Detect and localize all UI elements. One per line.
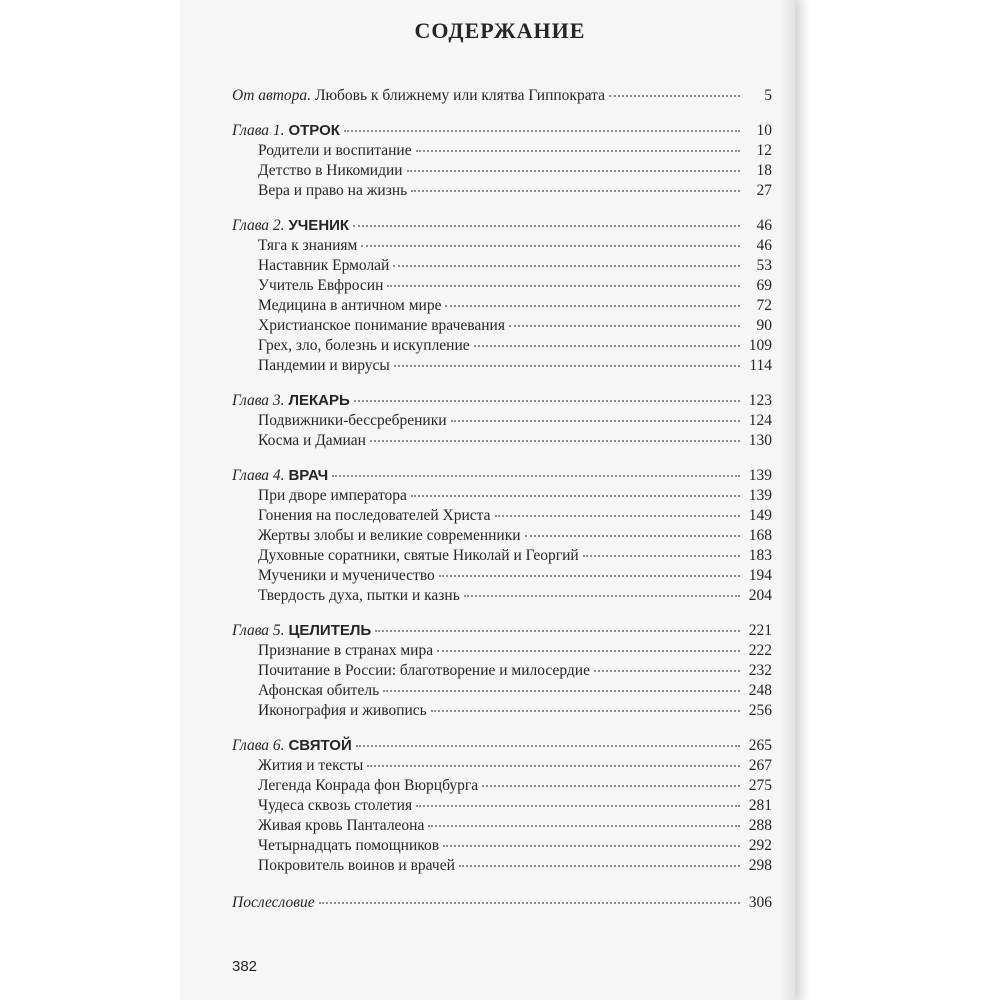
toc-section-entry bbox=[232, 296, 772, 316]
dot-leader bbox=[609, 95, 740, 97]
dot-leader bbox=[428, 825, 740, 827]
chapter-heading: СВЯТОЙ bbox=[288, 737, 352, 754]
chapter-heading: ВРАЧ bbox=[288, 467, 329, 484]
chapter-heading: УЧЕНИК bbox=[288, 217, 350, 234]
toc-section-entry bbox=[232, 181, 772, 201]
toc-section-entry bbox=[232, 756, 772, 776]
section-title: Косма и Дамиан bbox=[258, 432, 366, 449]
toc-section-entry bbox=[232, 236, 772, 256]
toc-page-number: 12 bbox=[756, 142, 772, 159]
toc-page-number: 298 bbox=[748, 857, 772, 874]
page-number: 382 bbox=[232, 958, 258, 975]
toc-section-entry bbox=[232, 411, 772, 431]
table-of-contents bbox=[232, 86, 772, 913]
dot-leader bbox=[445, 305, 740, 307]
toc-section-entry bbox=[232, 161, 772, 181]
toc-section-entry bbox=[232, 141, 772, 161]
section-title: Детство в Никомидии bbox=[258, 162, 403, 179]
dot-leader bbox=[594, 670, 740, 672]
dot-leader bbox=[431, 710, 740, 712]
page-gutter-shadow bbox=[780, 0, 810, 1000]
toc-section-entry bbox=[232, 796, 772, 816]
dot-leader bbox=[387, 285, 740, 287]
section-title: Подвижники-бессребреники bbox=[258, 412, 447, 429]
toc-entry-label bbox=[232, 893, 315, 913]
section-title: Иконография и живопись bbox=[258, 702, 427, 719]
toc-page-number: 10 bbox=[756, 122, 772, 139]
toc-section-entry bbox=[232, 546, 772, 566]
toc-section-entry bbox=[232, 856, 772, 876]
toc-section-entry bbox=[232, 701, 772, 721]
toc-entry-label bbox=[232, 121, 340, 141]
section-title: Пандемии и вирусы bbox=[258, 357, 390, 374]
toc-section-entry bbox=[232, 276, 772, 296]
chapter-prefix: Глава 5. bbox=[232, 622, 285, 639]
dot-leader bbox=[482, 785, 740, 787]
section-title: Четырнадцать помощников bbox=[258, 837, 440, 854]
chapter-heading: ЛЕКАРЬ bbox=[288, 392, 350, 409]
dot-leader bbox=[361, 245, 740, 247]
dot-leader bbox=[437, 650, 740, 652]
section-title: Легенда Конрада фон Вюрцбурга bbox=[258, 777, 479, 794]
toc-chapters bbox=[232, 106, 772, 876]
toc-page-number: 194 bbox=[748, 567, 772, 584]
toc-page-number: 149 bbox=[748, 507, 772, 524]
toc-page-number: 168 bbox=[748, 527, 772, 544]
toc-section-entry bbox=[232, 641, 772, 661]
toc-entry-label bbox=[232, 86, 605, 106]
section-title: Твердость духа, пытки и казнь bbox=[258, 587, 460, 604]
chapter-gap bbox=[232, 376, 772, 391]
dot-leader bbox=[416, 150, 740, 152]
toc-section-entry bbox=[232, 586, 772, 606]
toc-page-number: 27 bbox=[756, 182, 772, 199]
toc-page-number: 306 bbox=[748, 894, 772, 911]
dot-leader bbox=[354, 400, 740, 402]
dot-leader bbox=[356, 745, 740, 747]
dot-leader bbox=[495, 515, 740, 517]
toc-section-entry bbox=[232, 566, 772, 586]
chapter-gap bbox=[232, 721, 772, 736]
toc-chapter-entry bbox=[232, 736, 772, 756]
toc-page-number: 183 bbox=[748, 547, 772, 564]
dot-leader bbox=[370, 440, 740, 442]
toc-chapter-entry bbox=[232, 121, 772, 141]
section-title: Мученики и мученичество bbox=[258, 567, 435, 584]
chapter-prefix: Глава 2. bbox=[232, 217, 285, 234]
dot-leader bbox=[407, 170, 740, 172]
toc-page-number: 139 bbox=[748, 467, 772, 484]
toc-section-entry bbox=[232, 431, 772, 451]
dot-leader bbox=[509, 325, 740, 327]
toc-page-number: 72 bbox=[756, 297, 772, 314]
section-title: Признание в странах мира bbox=[258, 642, 434, 659]
toc-page-number: 221 bbox=[748, 622, 772, 639]
chapter-gap bbox=[232, 201, 772, 216]
toc-chapter-entry bbox=[232, 391, 772, 411]
toc-page-number: 267 bbox=[748, 757, 772, 774]
toc-page-number: 46 bbox=[756, 217, 772, 234]
toc-intro-text: Любовь к ближнему или клятва Гиппократа bbox=[311, 87, 606, 104]
toc-page-number: 123 bbox=[748, 392, 772, 409]
toc-intro-prefix: От автора. bbox=[232, 87, 312, 104]
toc-page-number: 281 bbox=[748, 797, 772, 814]
toc-chapter-entry bbox=[232, 466, 772, 486]
toc-page-number: 114 bbox=[749, 357, 772, 374]
dot-leader bbox=[474, 345, 740, 347]
toc-section-entry bbox=[232, 316, 772, 336]
dot-leader bbox=[411, 190, 740, 192]
section-title: Грех, зло, болезнь и искупление bbox=[258, 337, 470, 354]
toc-page-number: 18 bbox=[756, 162, 772, 179]
toc-section-entry bbox=[232, 256, 772, 276]
section-title: Гонения на последователей Христа bbox=[258, 507, 491, 524]
toc-entry-label bbox=[232, 736, 352, 756]
toc-page-number: 109 bbox=[748, 337, 772, 354]
toc-section-entry bbox=[232, 486, 772, 506]
dot-leader bbox=[439, 575, 740, 577]
toc-page-number: 204 bbox=[748, 587, 772, 604]
toc-entry-label bbox=[232, 466, 328, 486]
dot-leader bbox=[525, 535, 740, 537]
chapter-gap bbox=[232, 106, 772, 121]
dot-leader bbox=[319, 902, 740, 904]
toc-section-entry bbox=[232, 681, 772, 701]
dot-leader bbox=[416, 805, 740, 807]
section-title: Духовные соратники, святые Николай и Георгий bbox=[258, 547, 579, 564]
toc-section-entry bbox=[232, 836, 772, 856]
section-title: Наставник Ермолай bbox=[258, 257, 390, 274]
toc-entry-label bbox=[232, 391, 350, 411]
chapter-prefix: Глава 1. bbox=[232, 122, 285, 139]
section-title: Медицина в античном мире bbox=[258, 297, 442, 314]
chapter-prefix: Глава 3. bbox=[232, 392, 285, 409]
dot-leader bbox=[411, 495, 740, 497]
toc-page-number: 46 bbox=[756, 237, 772, 254]
toc-page-number: 248 bbox=[748, 682, 772, 699]
dot-leader bbox=[583, 555, 740, 557]
chapter-prefix: Глава 6. bbox=[232, 737, 285, 754]
section-title: Учитель Евфросин bbox=[258, 277, 384, 294]
toc-page-number: 275 bbox=[748, 777, 772, 794]
toc-page-number: 5 bbox=[764, 87, 772, 104]
toc-page-number: 222 bbox=[748, 642, 772, 659]
toc-page-number: 139 bbox=[748, 487, 772, 504]
toc-page-number: 69 bbox=[756, 277, 772, 294]
toc-intro-entry bbox=[232, 86, 772, 106]
section-title: Родители и воспитание bbox=[258, 142, 412, 159]
toc-page-number: 130 bbox=[748, 432, 772, 449]
section-title: Жития и тексты bbox=[258, 757, 364, 774]
dot-leader bbox=[394, 365, 740, 367]
toc-section-entry bbox=[232, 356, 772, 376]
toc-section-entry bbox=[232, 506, 772, 526]
chapter-gap bbox=[232, 451, 772, 466]
toc-page-number: 292 bbox=[748, 837, 772, 854]
toc-page-number: 288 bbox=[748, 817, 772, 834]
chapter-prefix: Глава 4. bbox=[232, 467, 285, 484]
dot-leader bbox=[353, 225, 740, 227]
section-title: Афонская обитель bbox=[258, 682, 380, 699]
toc-page-number: 90 bbox=[756, 317, 772, 334]
section-title: При дворе императора bbox=[258, 487, 407, 504]
toc-page-number: 53 bbox=[756, 257, 772, 274]
section-title: Жертвы злобы и великие современники bbox=[258, 527, 521, 544]
dot-leader bbox=[367, 765, 740, 767]
toc-page-number: 256 bbox=[748, 702, 772, 719]
dot-leader bbox=[383, 690, 740, 692]
section-title: Живая кровь Панталеона bbox=[258, 817, 425, 834]
section-title: Чудеса сквозь столетия bbox=[258, 797, 413, 814]
dot-leader bbox=[332, 475, 740, 477]
toc-entry-label bbox=[232, 216, 349, 236]
toc-afterword-entry bbox=[232, 893, 772, 913]
dot-leader bbox=[451, 420, 740, 422]
section-title: Христианское понимание врачевания bbox=[258, 317, 505, 334]
toc-section-entry bbox=[232, 526, 772, 546]
toc-section-entry bbox=[232, 776, 772, 796]
toc-section-entry bbox=[232, 661, 772, 681]
chapter-heading: ОТРОК bbox=[288, 122, 340, 139]
dot-leader bbox=[459, 865, 740, 867]
toc-chapter-entry bbox=[232, 621, 772, 641]
toc-page-number: 232 bbox=[748, 662, 772, 679]
dot-leader bbox=[464, 595, 740, 597]
toc-page-number: 265 bbox=[748, 737, 772, 754]
toc-entry-label bbox=[232, 621, 371, 641]
section-title: Почитание в России: благотворение и милосердие bbox=[258, 662, 590, 679]
section-title: Покровитель воинов и врачей bbox=[258, 857, 455, 874]
toc-chapter-entry bbox=[232, 216, 772, 236]
dot-leader bbox=[375, 630, 740, 632]
toc-afterword-text: Послесловие bbox=[232, 894, 315, 911]
chapter-heading: ЦЕЛИТЕЛЬ bbox=[288, 622, 372, 639]
section-title: Тяга к знаниям bbox=[258, 237, 358, 254]
dot-leader bbox=[393, 265, 740, 267]
toc-section-entry bbox=[232, 816, 772, 836]
chapter-gap bbox=[232, 606, 772, 621]
dot-leader bbox=[443, 845, 740, 847]
toc-section-entry bbox=[232, 336, 772, 356]
dot-leader bbox=[344, 130, 740, 132]
section-title: Вера и право на жизнь bbox=[258, 182, 408, 199]
toc-page-number: 124 bbox=[748, 412, 772, 429]
page-title: СОДЕРЖАНИЕ bbox=[414, 18, 586, 43]
